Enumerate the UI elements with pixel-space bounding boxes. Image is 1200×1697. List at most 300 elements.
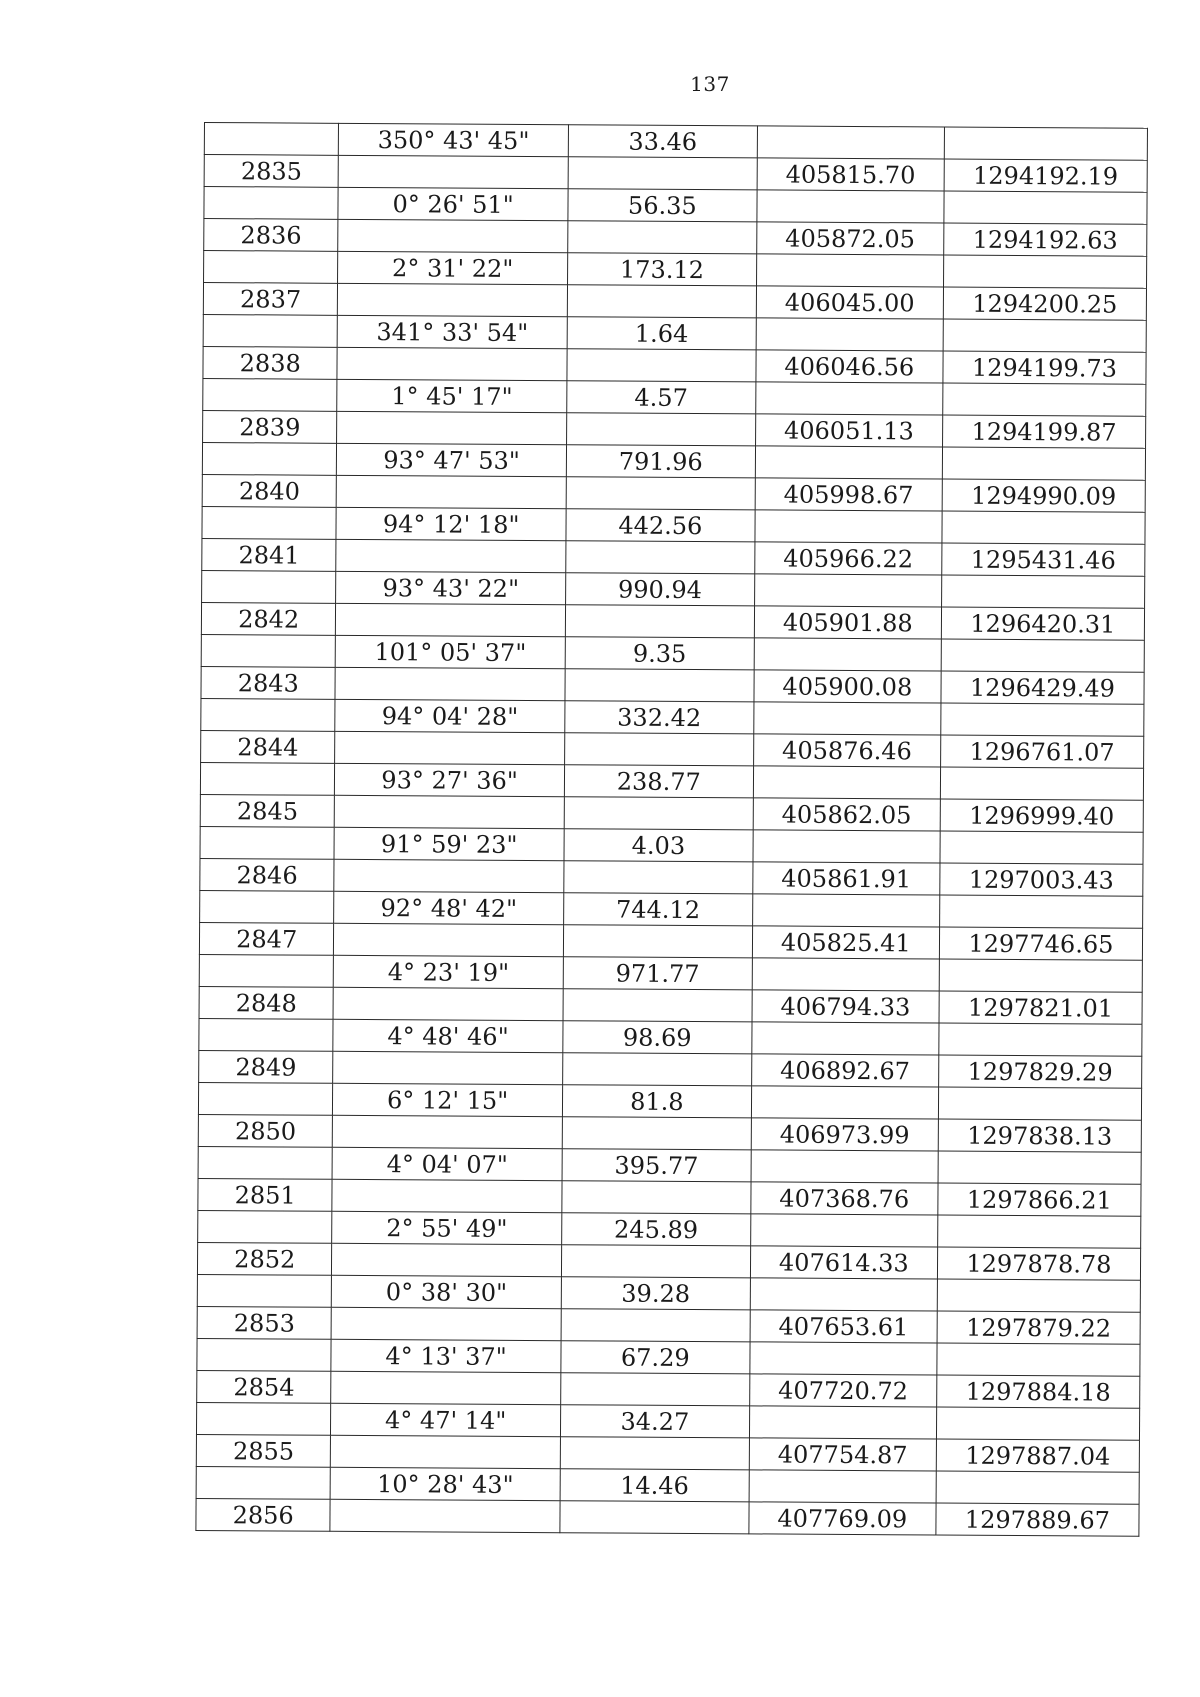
distance-value: 4.03 (631, 831, 686, 860)
station-cell (199, 922, 334, 955)
bearing-cell (331, 1371, 561, 1404)
bearing-cell (334, 859, 564, 892)
bearing-cell (332, 1275, 562, 1308)
distance-cell (567, 285, 756, 318)
distance-value: 67.29 (620, 1343, 690, 1372)
station-cell (202, 538, 337, 571)
easting-cell (939, 959, 1142, 992)
northing-value: 405998.67 (783, 480, 914, 510)
station-cell (198, 1146, 333, 1179)
distance-value: 744.12 (615, 895, 701, 925)
northing-cell (749, 1406, 936, 1439)
distance-cell (568, 189, 757, 222)
northing-value: 406794.33 (780, 992, 911, 1022)
distance-value: 56.35 (627, 191, 697, 221)
distance-value: 173.12 (619, 255, 705, 285)
easting-value: 1294200.25 (972, 289, 1118, 319)
station-cell (200, 762, 335, 795)
bearing-cell (335, 795, 565, 828)
bearing-cell (331, 1307, 561, 1340)
station-cell (196, 1466, 331, 1499)
northing-cell (755, 542, 942, 575)
bearing-cell (334, 827, 564, 860)
northing-value: 407754.87 (777, 1440, 908, 1470)
bearing-value: 341° 33' 54" (376, 318, 529, 347)
distance-value: 332.42 (617, 703, 702, 733)
easting-cell (936, 1439, 1139, 1472)
station-cell (198, 1210, 333, 1243)
station-cell (203, 378, 338, 411)
northing-cell (755, 478, 942, 511)
station-cell (203, 410, 338, 443)
easting-cell (941, 671, 1144, 704)
distance-cell (565, 605, 754, 638)
station-cell (203, 314, 338, 347)
station-cell (199, 954, 334, 987)
bearing-cell (339, 123, 569, 156)
distance-cell (560, 1469, 749, 1502)
station-id: 2856 (232, 1501, 294, 1530)
northing-value: 406973.99 (779, 1120, 910, 1150)
distance-cell (567, 349, 756, 382)
northing-cell (754, 574, 941, 607)
distance-cell (566, 413, 755, 446)
northing-cell (752, 894, 939, 927)
easting-cell (942, 447, 1145, 480)
station-id: 2852 (234, 1245, 296, 1274)
easting-cell (942, 415, 1145, 448)
easting-cell (939, 895, 1142, 928)
distance-cell (560, 1437, 749, 1470)
northing-value: 405815.70 (785, 160, 916, 190)
bearing-value: 10° 28' 43" (376, 1470, 514, 1499)
station-row (196, 1498, 1139, 1536)
bearing-cell (338, 315, 568, 348)
distance-cell (561, 1341, 750, 1374)
easting-value: 1297838.13 (967, 1121, 1113, 1151)
easting-cell (939, 991, 1142, 1024)
station-cell (204, 219, 339, 252)
northing-cell (750, 1342, 937, 1375)
bearing-cell (338, 283, 568, 316)
northing-value: 406045.00 (784, 288, 915, 318)
distance-cell (561, 1245, 750, 1278)
distance-cell (562, 1117, 751, 1150)
easting-value: 1294192.19 (972, 161, 1119, 191)
northing-cell (752, 1022, 939, 1055)
station-cell (200, 826, 335, 859)
station-id: 2845 (236, 797, 299, 826)
easting-cell (944, 159, 1147, 192)
distance-cell (561, 1373, 750, 1406)
distance-cell (566, 445, 755, 478)
station-id: 2837 (240, 285, 302, 314)
easting-cell (940, 831, 1143, 864)
easting-value: 1296420.31 (970, 609, 1116, 639)
easting-value: 1294990.09 (971, 481, 1117, 511)
station-cell (201, 634, 336, 667)
station-cell (198, 1114, 333, 1147)
distance-cell (564, 797, 753, 830)
station-cell (202, 506, 337, 539)
easting-value: 1294199.73 (971, 353, 1118, 383)
easting-cell (936, 1407, 1139, 1440)
distance-cell (566, 509, 755, 542)
station-id: 2853 (233, 1309, 295, 1338)
northing-cell (749, 1438, 936, 1471)
easting-value: 1296999.40 (969, 801, 1115, 831)
northing-cell (756, 254, 943, 287)
bearing-cell (335, 667, 565, 700)
distance-cell (563, 989, 752, 1022)
easting-cell (938, 1055, 1141, 1088)
northing-cell (753, 798, 940, 831)
distance-value: 9.35 (632, 639, 687, 668)
distance-cell (568, 157, 757, 190)
bearing-cell (337, 443, 567, 476)
bearing-cell (336, 507, 566, 540)
northing-cell (753, 830, 940, 863)
easting-cell (944, 127, 1147, 160)
bearing-value: 93° 47' 53" (383, 446, 520, 475)
northing-cell (756, 382, 943, 415)
bearing-cell (331, 1403, 561, 1436)
northing-cell (751, 1182, 938, 1215)
bearing-cell (334, 955, 564, 988)
bearing-cell (336, 603, 566, 636)
bearing-value: 4° 48' 46" (387, 1022, 509, 1051)
distance-cell (565, 701, 754, 734)
easting-value: 1294192.63 (972, 225, 1118, 255)
station-cell (202, 570, 337, 603)
easting-cell (941, 575, 1144, 608)
northing-value: 406051.13 (783, 416, 914, 446)
distance-value: 39.28 (621, 1279, 691, 1308)
bearing-value: 93° 27' 36" (381, 766, 518, 795)
easting-cell (944, 191, 1147, 224)
northing-cell (752, 926, 939, 959)
distance-value: 245.89 (614, 1215, 699, 1245)
station-cell (199, 986, 334, 1019)
station-cell (201, 602, 336, 635)
station-cell (202, 474, 337, 507)
easting-cell (937, 1311, 1140, 1344)
northing-value: 407614.33 (778, 1248, 909, 1278)
easting-cell (938, 1119, 1141, 1152)
station-cell (200, 794, 335, 827)
northing-value: 407653.61 (778, 1312, 909, 1342)
easting-cell (940, 863, 1143, 896)
bearing-value: 94° 12' 18" (382, 510, 520, 539)
bearing-cell (334, 923, 564, 956)
northing-cell (755, 446, 942, 479)
easting-value: 1297746.65 (968, 929, 1114, 959)
station-id: 2848 (235, 989, 297, 1018)
bearing-value: 4° 23' 19" (387, 958, 510, 987)
bearing-value: 4° 13' 37" (385, 1342, 507, 1371)
bearing-cell (337, 411, 567, 444)
easting-cell (937, 1343, 1140, 1376)
bearing-cell (338, 187, 568, 220)
easting-cell (938, 1087, 1141, 1120)
station-id: 2854 (233, 1373, 295, 1402)
table-body (196, 123, 1148, 1537)
station-id: 2839 (239, 413, 301, 442)
distance-value: 990.94 (617, 575, 703, 605)
northing-cell (753, 734, 940, 767)
bearing-cell (333, 1083, 563, 1116)
distance-cell (564, 861, 753, 894)
station-id: 2855 (232, 1437, 295, 1466)
northing-value: 405862.05 (781, 800, 912, 830)
easting-value: 1297887.04 (965, 1441, 1111, 1471)
easting-cell (940, 735, 1143, 768)
page-number: 137 (690, 72, 730, 96)
northing-cell (754, 606, 941, 639)
station-cell (197, 1306, 332, 1339)
distance-cell (565, 669, 754, 702)
distance-cell (563, 1021, 752, 1054)
station-id: 2840 (238, 477, 301, 506)
easting-cell (940, 799, 1143, 832)
easting-value: 1296429.49 (969, 673, 1116, 703)
northing-cell (750, 1278, 937, 1311)
station-cell (197, 1242, 332, 1275)
distance-cell (565, 637, 754, 670)
station-cell (204, 155, 339, 188)
bearing-value: 1° 45' 17" (391, 382, 513, 411)
bearing-value: 350° 43' 45" (377, 126, 530, 155)
bearing-cell (335, 763, 565, 796)
bearing-value: 0° 26' 51" (392, 190, 514, 219)
bearing-value: 92° 48' 42" (380, 894, 518, 923)
easting-cell (941, 607, 1144, 640)
distance-cell (562, 1085, 751, 1118)
bearing-value: 94° 04' 28" (381, 702, 519, 731)
distance-cell (560, 1405, 749, 1438)
northing-cell (749, 1470, 936, 1503)
easting-value: 1297829.29 (967, 1057, 1113, 1087)
distance-cell (567, 253, 756, 286)
bearing-cell (335, 731, 565, 764)
distance-cell (562, 1181, 751, 1214)
northing-value: 405825.41 (780, 928, 911, 958)
bearing-value: 91° 59' 23" (380, 830, 518, 859)
bearing-cell (331, 1467, 561, 1500)
station-id: 2841 (238, 541, 300, 570)
northing-cell (751, 1150, 938, 1183)
distance-value: 34.27 (620, 1407, 690, 1436)
easting-value: 1295431.46 (970, 545, 1116, 575)
bearing-cell (333, 1115, 563, 1148)
easting-cell (939, 927, 1142, 960)
bearing-cell (330, 1499, 560, 1532)
station-cell (200, 890, 335, 923)
easting-cell (943, 319, 1146, 352)
northing-cell (749, 1502, 936, 1535)
station-cell (200, 858, 335, 891)
bearing-cell (337, 347, 567, 380)
northing-cell (754, 638, 941, 671)
station-cell (197, 1370, 332, 1403)
bearing-value: 2° 31' 22" (392, 254, 514, 283)
easting-value: 1297889.67 (964, 1505, 1110, 1535)
northing-cell (757, 190, 944, 223)
distance-cell (566, 477, 755, 510)
distance-value: 395.77 (614, 1151, 699, 1181)
station-cell (203, 346, 338, 379)
bearing-cell (332, 1243, 562, 1276)
bearing-cell (334, 891, 564, 924)
station-cell (199, 1018, 334, 1051)
station-cell (204, 187, 339, 220)
easting-cell (940, 767, 1143, 800)
distance-value: 791.96 (618, 447, 703, 477)
bearing-cell (331, 1339, 561, 1372)
distance-value: 33.46 (628, 127, 698, 157)
bearing-cell (337, 379, 567, 412)
northing-cell (753, 862, 940, 895)
station-id: 2843 (237, 669, 299, 698)
distance-cell (568, 221, 757, 254)
northing-value: 406046.56 (784, 352, 915, 382)
easting-cell (938, 1183, 1141, 1216)
distance-value: 238.77 (616, 767, 701, 797)
northing-cell (754, 670, 941, 703)
northing-cell (756, 318, 943, 351)
bearing-value: 4° 47' 14" (384, 1406, 507, 1435)
distance-cell (561, 1309, 750, 1342)
easting-cell (937, 1279, 1140, 1312)
distance-cell (567, 381, 756, 414)
distance-cell (563, 925, 752, 958)
northing-cell (752, 990, 939, 1023)
northing-cell (754, 702, 941, 735)
station-id: 2846 (236, 861, 298, 890)
northing-cell (751, 1086, 938, 1119)
easting-cell (936, 1503, 1139, 1536)
easting-cell (937, 1215, 1140, 1248)
station-id: 2847 (236, 925, 298, 954)
easting-cell (943, 255, 1146, 288)
station-cell (197, 1274, 332, 1307)
bearing-cell (338, 251, 568, 284)
bearing-cell (336, 635, 566, 668)
northing-value: 405900.08 (782, 672, 913, 702)
station-cell (198, 1178, 333, 1211)
distance-cell (560, 1501, 749, 1534)
bearing-cell (332, 1179, 562, 1212)
bearing-cell (332, 1211, 562, 1244)
station-cell (201, 666, 336, 699)
distance-value: 14.46 (620, 1471, 689, 1500)
easting-value: 1297821.01 (967, 993, 1114, 1023)
easting-cell (943, 287, 1146, 320)
northing-value: 406892.67 (780, 1056, 911, 1086)
bearing-value: 0° 38' 30" (385, 1278, 508, 1307)
northing-value: 405861.91 (781, 864, 912, 894)
easting-value: 1294199.87 (971, 417, 1117, 447)
distance-cell (561, 1213, 750, 1246)
northing-value: 407720.72 (778, 1376, 909, 1406)
station-id: 2844 (237, 733, 299, 762)
easting-value: 1297878.78 (966, 1249, 1112, 1279)
easting-cell (942, 479, 1145, 512)
bearing-cell (338, 219, 568, 252)
station-cell (201, 730, 336, 763)
distance-cell (564, 765, 753, 798)
easting-value: 1297003.43 (968, 865, 1114, 895)
station-cell (203, 283, 338, 316)
easting-cell (943, 351, 1146, 384)
northing-cell (755, 414, 942, 447)
distance-value: 98.69 (622, 1023, 692, 1052)
northing-cell (757, 222, 944, 255)
station-cell (199, 1050, 334, 1083)
station-id: 2851 (234, 1181, 296, 1210)
easting-cell (942, 511, 1145, 544)
northing-value: 407368.76 (779, 1184, 910, 1214)
station-id: 2836 (240, 221, 302, 250)
northing-cell (751, 1118, 938, 1151)
distance-value: 971.77 (615, 959, 700, 989)
northing-cell (755, 510, 942, 543)
easting-cell (939, 1023, 1142, 1056)
distance-value: 442.56 (618, 511, 703, 541)
distance-cell (566, 541, 755, 574)
station-id: 2850 (234, 1117, 297, 1146)
bearing-cell (336, 571, 566, 604)
station-id: 2849 (235, 1053, 297, 1082)
station-id: 2835 (240, 157, 303, 186)
bearing-cell (333, 1019, 563, 1052)
distance-cell (562, 1053, 751, 1086)
distance-cell (562, 1149, 751, 1182)
bearing-cell (336, 539, 566, 572)
easting-cell (938, 1151, 1141, 1184)
northing-cell (750, 1246, 937, 1279)
bearing-value: 101° 05' 37" (374, 638, 527, 667)
northing-value: 405876.46 (782, 736, 912, 766)
distance-cell (563, 893, 752, 926)
northing-cell (751, 1054, 938, 1087)
station-cell (196, 1498, 331, 1531)
northing-cell (750, 1310, 937, 1343)
station-cell (196, 1402, 331, 1435)
bearing-cell (337, 475, 567, 508)
northing-value: 405966.22 (783, 544, 914, 574)
station-cell (196, 1434, 331, 1467)
bearing-cell (333, 1051, 563, 1084)
distance-value: 81.8 (630, 1087, 684, 1116)
bearing-value: 93° 43' 22" (382, 574, 520, 603)
distance-cell (563, 957, 752, 990)
easting-cell (942, 543, 1145, 576)
bearing-cell (333, 987, 563, 1020)
bearing-cell (331, 1435, 561, 1468)
station-cell (202, 442, 337, 475)
bearing-cell (332, 1147, 562, 1180)
distance-cell (564, 829, 753, 862)
easting-cell (937, 1247, 1140, 1280)
northing-cell (757, 126, 944, 159)
easting-cell (936, 1375, 1139, 1408)
station-cell (204, 251, 339, 284)
survey-coordinates-table (195, 122, 1148, 1537)
distance-value: 1.64 (634, 319, 689, 348)
easting-cell (944, 223, 1147, 256)
easting-cell (941, 703, 1144, 736)
